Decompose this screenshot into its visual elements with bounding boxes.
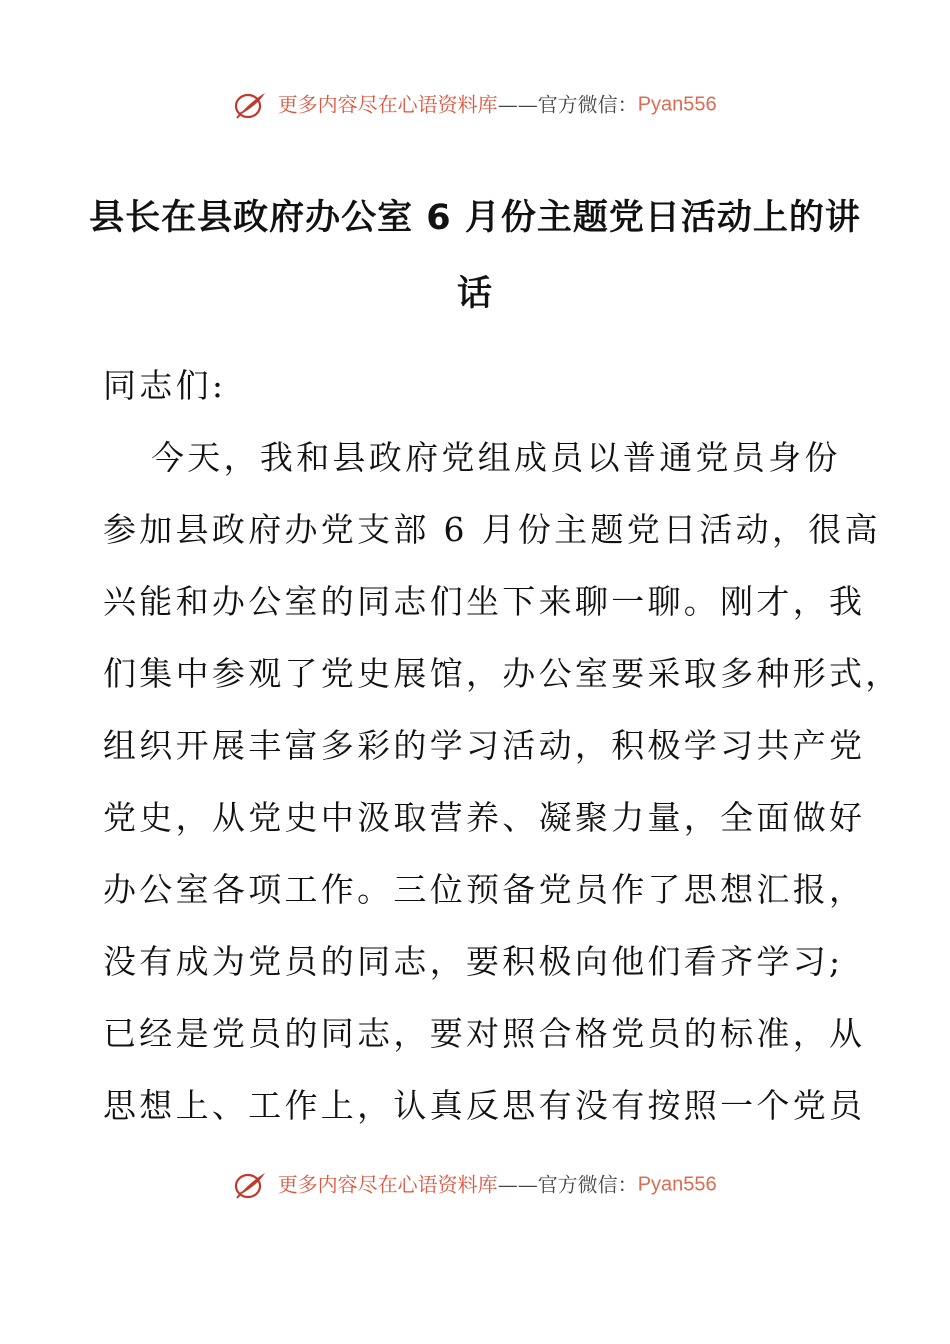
document-body: [103, 350, 902, 1142]
paragraph-line: 组织开展丰富多彩的学习活动，积极学习共产党: [103, 726, 866, 765]
watermark-main-text: 更多内容尽在心语资料库: [277, 1172, 498, 1197]
watermark-wechat-id: Pyan556: [637, 1173, 717, 1196]
paragraph-line: 办公室各项工作。三位预备党员作了思想汇报，: [103, 870, 866, 909]
title-line-1: 县长在县政府办公室 6 月份主题党日活动上的讲: [89, 198, 861, 238]
salutation: 同志们:: [103, 366, 227, 405]
paragraph-line: 没有成为党员的同志，要积极向他们看齐学习;: [103, 942, 844, 981]
quill-pen-logo-icon: [233, 1170, 267, 1200]
paragraph-line: 今天，我和县政府党组成员以普通党员身份: [151, 438, 841, 477]
paragraph-line: 们集中参观了党史展馆，办公室要采取多种形式，: [103, 654, 902, 693]
watermark-label: 官方微信：: [537, 1172, 638, 1197]
footer-watermark: [0, 1168, 950, 1200]
watermark-dash: ——: [497, 1172, 538, 1197]
quill-pen-logo-icon: [233, 90, 267, 120]
document-title: [80, 180, 870, 332]
title-line-2: 话: [456, 274, 493, 314]
watermark-main-text: 更多内容尽在心语资料库: [277, 92, 498, 117]
paragraph-line: 思想上、工作上，认真反思有没有按照一个党员: [103, 1086, 866, 1125]
paragraph-line: 党史，从党史中汲取营养、凝聚力量，全面做好: [103, 798, 866, 837]
header-watermark: [0, 88, 950, 120]
watermark-wechat-id: Pyan556: [637, 93, 717, 116]
watermark-label: 官方微信：: [537, 92, 638, 117]
paragraph-line: 已经是党员的同志，要对照合格党员的标准，从: [103, 1014, 866, 1053]
paragraph-line: 参加县政府办党支部 6 月份主题党日活动，很高: [103, 510, 881, 549]
paragraph-line: 兴能和办公室的同志们坐下来聊一聊。刚才，我: [103, 582, 866, 621]
watermark-dash: ——: [497, 92, 538, 117]
